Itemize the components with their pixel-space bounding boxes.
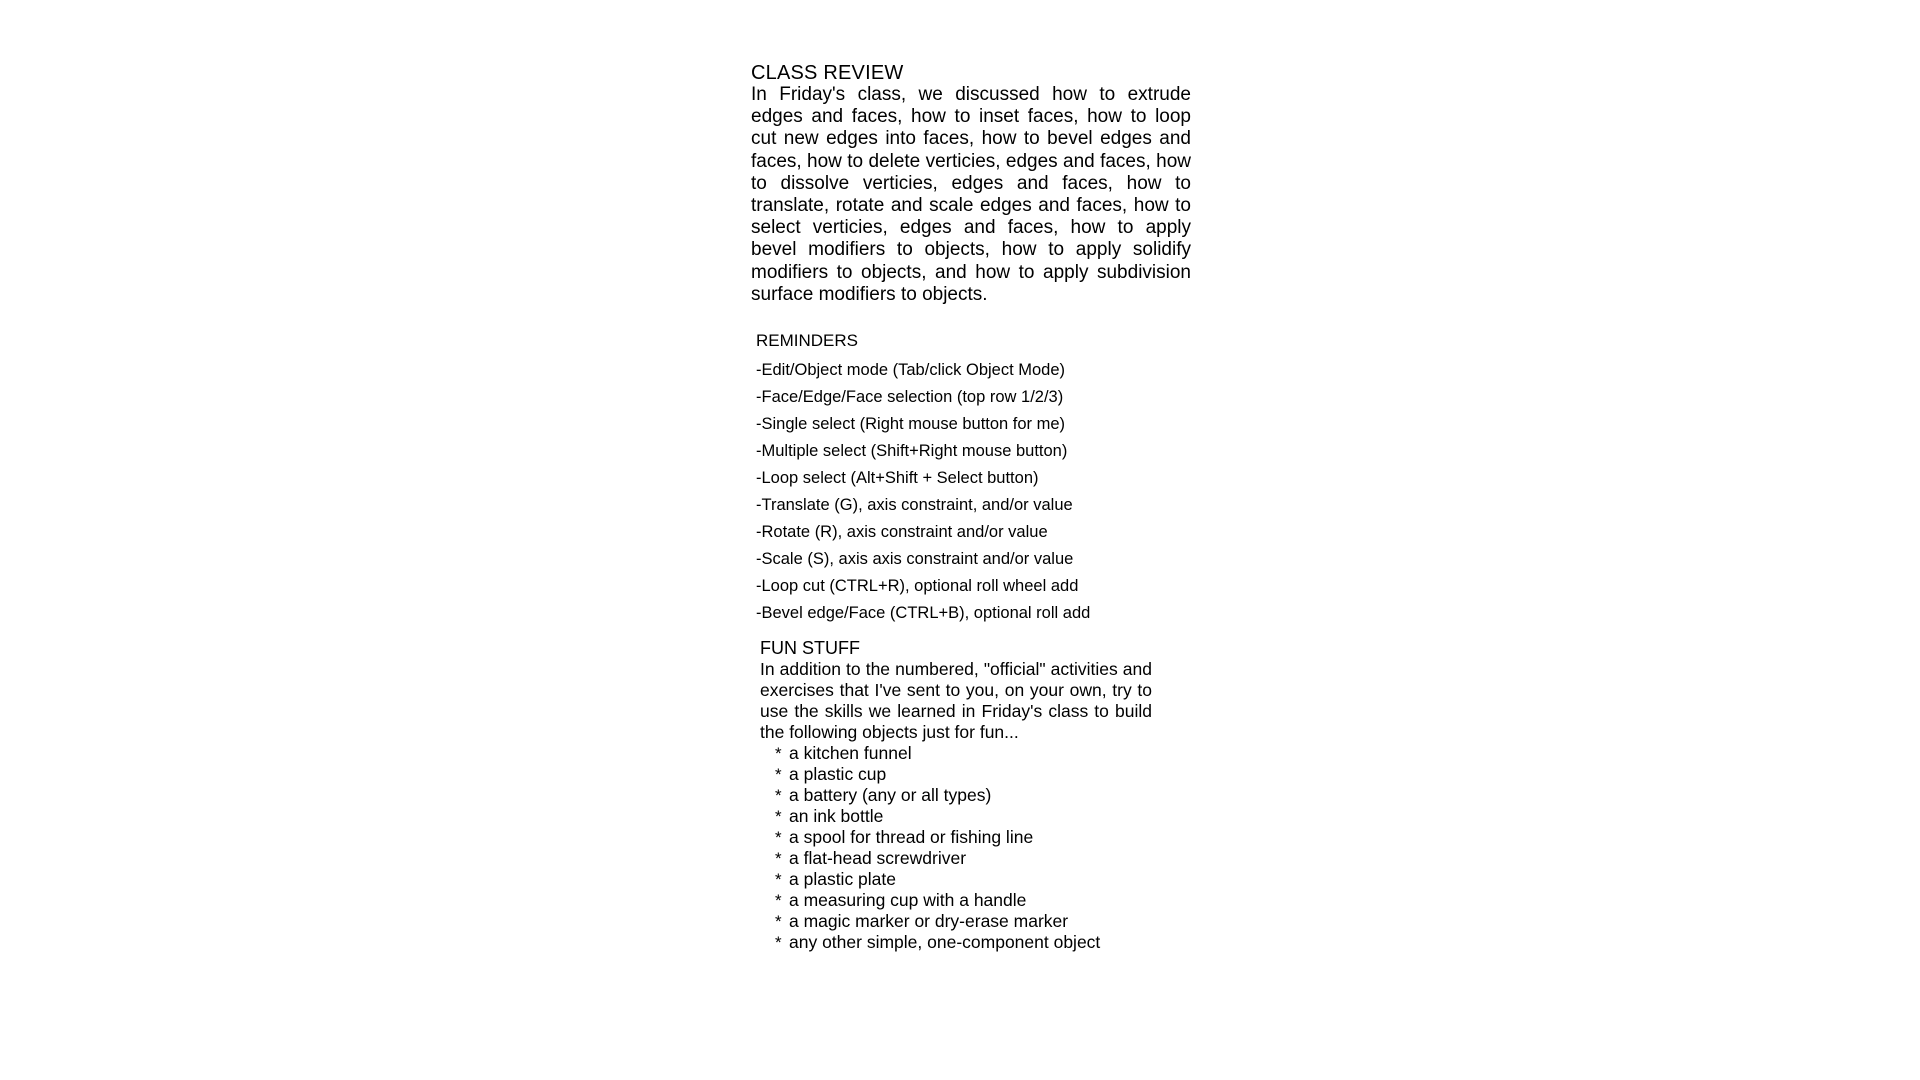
list-item-text: a flat-head screwdriver <box>789 848 967 868</box>
list-item-text: an ink bottle <box>789 806 884 826</box>
fun-stuff-section <box>760 638 1152 953</box>
list-item <box>775 848 1152 869</box>
list-item <box>775 743 1152 764</box>
reminder-item: -Loop cut (CTRL+R), optional roll wheel add <box>756 577 1079 595</box>
class-review-paragraph: In Friday's class, we discussed how to extrude edges and faces, how to inset faces, how to loop cut new edges into faces, how to bevel edges and faces, how to delete verticies, edges and faces, how to dissolve verticies, edges and faces, how to translate, rotate and scale edges and faces, how to select verticies, edges and faces, how to apply bevel modifiers to objects, how to apply solidify modifiers to objects, and how to apply subdivision surface modifiers to objects. <box>751 84 1191 305</box>
reminder-item: -Bevel edge/Face (CTRL+B), optional roll add <box>756 604 1091 622</box>
asterisk-bullet: * <box>775 891 782 910</box>
asterisk-bullet: * <box>775 870 782 889</box>
reminder-item: -Rotate (R), axis constraint and/or value <box>756 523 1048 541</box>
list-item <box>775 869 1152 890</box>
class-review-section <box>751 62 1191 306</box>
class-review-heading: CLASS REVIEW <box>751 62 904 84</box>
reminder-item: -Face/Edge/Face selection (top row 1/2/3) <box>756 388 1064 406</box>
fun-stuff-list <box>760 743 1152 953</box>
reminder-item: -Translate (G), axis constraint, and/or value <box>756 496 1073 514</box>
asterisk-bullet: * <box>775 849 782 868</box>
list-item <box>775 890 1152 911</box>
reminder-item: -Multiple select (Shift+Right mouse button) <box>756 442 1068 460</box>
asterisk-bullet: * <box>775 807 782 826</box>
asterisk-bullet: * <box>775 828 782 847</box>
list-item <box>775 785 1152 806</box>
reminders-section <box>756 330 1176 627</box>
list-item-text: a battery (any or all types) <box>789 785 992 805</box>
asterisk-bullet: * <box>775 744 782 763</box>
reminder-item: -Scale (S), axis axis constraint and/or value <box>756 550 1074 568</box>
reminders-list <box>756 357 1176 627</box>
list-item-text: a plastic cup <box>789 764 887 784</box>
list-item <box>775 911 1152 932</box>
asterisk-bullet: * <box>775 765 782 784</box>
list-item-text: a magic marker or dry-erase marker <box>789 911 1069 931</box>
list-item-text: a kitchen funnel <box>789 743 912 763</box>
list-item-text: any other simple, one-component object <box>789 932 1101 952</box>
list-item <box>775 932 1152 953</box>
reminder-item: -Loop select (Alt+Shift + Select button) <box>756 469 1039 487</box>
list-item-text: a plastic plate <box>789 869 897 889</box>
list-item-text: a spool for thread or fishing line <box>789 827 1034 847</box>
list-item <box>775 764 1152 785</box>
asterisk-bullet: * <box>775 933 782 952</box>
reminders-heading: REMINDERS <box>756 331 859 350</box>
asterisk-bullet: * <box>775 786 782 805</box>
fun-stuff-heading: FUN STUFF <box>760 638 860 658</box>
reminder-item: -Edit/Object mode (Tab/click Object Mode) <box>756 361 1066 379</box>
list-item-text: a measuring cup with a handle <box>789 890 1027 910</box>
asterisk-bullet: * <box>775 912 782 931</box>
list-item <box>775 827 1152 848</box>
list-item <box>775 806 1152 827</box>
reminder-item: -Single select (Right mouse button for me) <box>756 415 1066 433</box>
fun-stuff-paragraph: In addition to the numbered, "official" activities and exercises that I've sent to you, on your own, try to use the skills we learned in Friday's class to build the following objects just for fun... <box>760 659 1152 742</box>
